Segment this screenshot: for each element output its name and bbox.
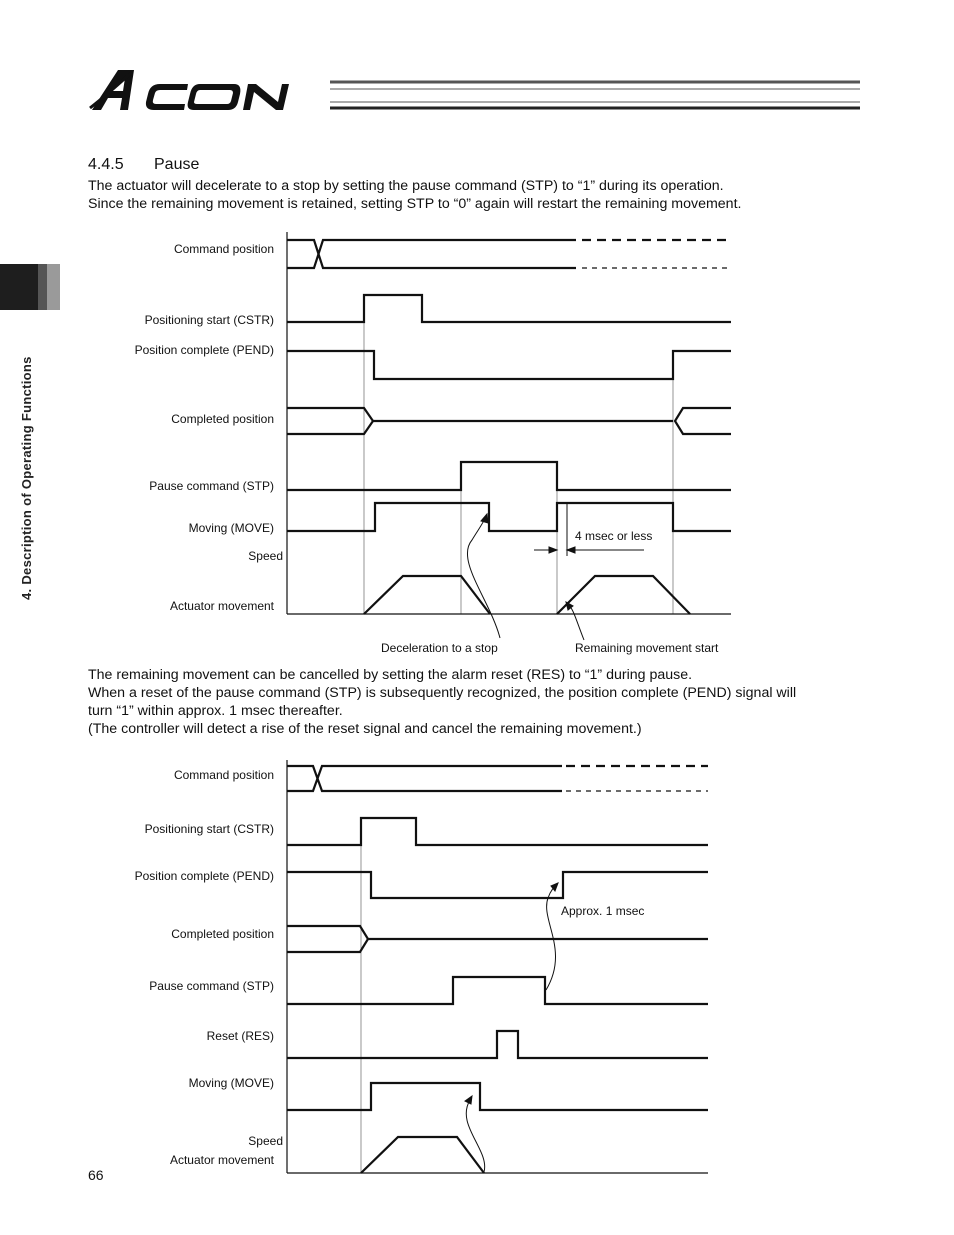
time-annotation: 4 msec or less <box>575 529 653 543</box>
chapter-label: 4. Description of Operating Functions <box>19 356 34 600</box>
signal-label: Pause command (STP) <box>149 979 274 993</box>
signal-label: Moving (MOVE) <box>188 1076 274 1090</box>
section-number: 4.4.5 <box>88 156 124 173</box>
logo-text: ACON <box>88 62 91 63</box>
reset-line-1: The remaining movement can be cancelled by setting the alarm reset (RES) to “1” during pause. <box>88 667 693 683</box>
intro-line-2: Since the remaining movement is retained, setting STP to “0” again will restart the remaining movement. <box>88 196 742 212</box>
signal-label: Position complete (PEND) <box>134 869 274 883</box>
signal-label: Moving (MOVE) <box>188 521 274 535</box>
signal-label: Command position <box>173 242 274 256</box>
reset-line-4: (The controller will detect a rise of the reset signal and cancel the remaining movement.) <box>88 721 642 737</box>
reset-line-2: When a reset of the pause command (STP) is subsequently recognized, the position complete (PEND) signal will <box>88 685 797 701</box>
signal-label: Speed <box>248 1134 283 1148</box>
section-title: Pause <box>154 156 200 173</box>
signal-label: Completed position <box>171 927 274 941</box>
signal-label: Position complete (PEND) <box>134 343 274 357</box>
intro-line-1: The actuator will decelerate to a stop by setting the pause command (STP) to “1” during its operation. <box>88 178 724 194</box>
signal-label: Actuator movement <box>169 1153 274 1167</box>
signal-label: Pause command (STP) <box>149 479 274 493</box>
signal-label: Positioning start (CSTR) <box>144 822 274 836</box>
signal-label: Completed position <box>171 412 274 426</box>
signal-label: Actuator movement <box>169 599 274 613</box>
signal-label: Reset (RES) <box>206 1029 274 1043</box>
reset-line-3: turn “1” within approx. 1 msec thereafter. <box>88 703 343 719</box>
approx-annotation: Approx. 1 msec <box>561 904 645 918</box>
signal-label: Speed <box>248 549 283 563</box>
page-number: 66 <box>88 1167 104 1183</box>
decel-annotation: Deceleration to a stop <box>381 641 498 655</box>
signal-label: Positioning start (CSTR) <box>144 313 274 327</box>
restart-annotation: Remaining movement start <box>575 641 719 655</box>
signal-label: Command position <box>173 768 274 782</box>
